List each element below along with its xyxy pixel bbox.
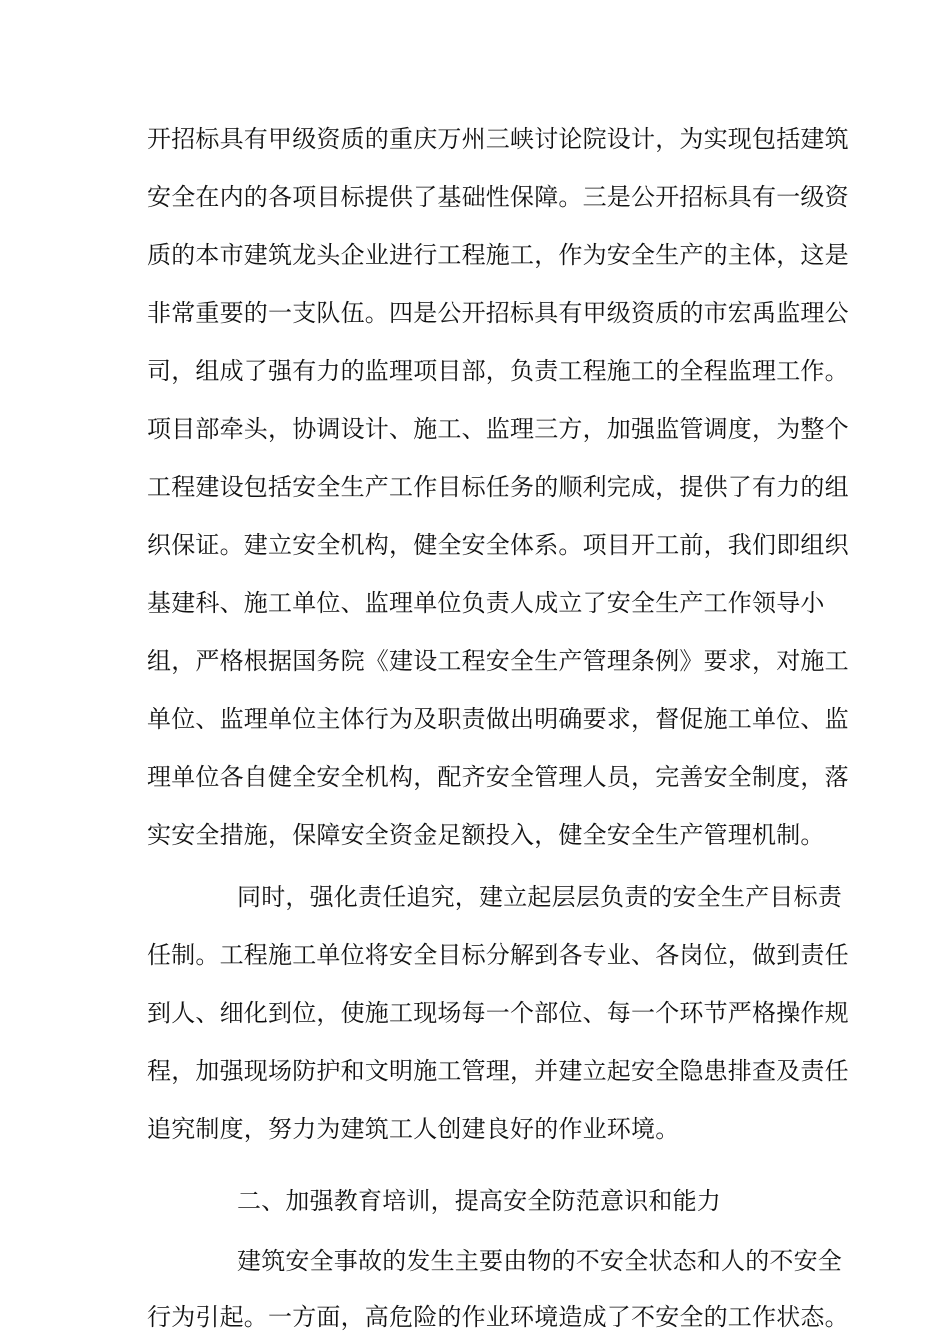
text-line: 单位、监理单位主体行为及职责做出明确要求，督促施工单位、监	[147, 705, 849, 733]
text-line: 到人、细化到位，使施工现场每一个部位、每一个环节严格操作规	[147, 999, 849, 1027]
paragraph-start-line: 建筑安全事故的发生主要由物的不安全状态和人的不安全	[237, 1247, 842, 1275]
text-line: 组，严格根据国务院《建设工程安全生产管理条例》要求，对施工	[147, 647, 849, 675]
text-line: 实安全措施，保障安全资金足额投入，健全安全生产管理机制。	[147, 821, 825, 849]
text-line: 质的本市建筑龙头企业进行工程施工，作为安全生产的主体，这是	[147, 241, 849, 269]
text-line: 开招标具有甲级资质的重庆万州三峡讨论院设计，为实现包括建筑	[147, 125, 849, 153]
paragraph-start-line: 同时，强化责任追究，建立起层层负责的安全生产目标责	[237, 883, 842, 911]
text-line: 追究制度，努力为建筑工人创建良好的作业环境。	[147, 1115, 680, 1143]
section-heading: 二、加强教育培训，提高安全防范意识和能力	[237, 1187, 721, 1215]
text-line: 理单位各自健全安全机构，配齐安全管理人员，完善安全制度，落	[147, 763, 849, 791]
text-line: 司，组成了强有力的监理项目部，负责工程施工的全程监理工作。	[147, 357, 849, 385]
text-line: 织保证。建立安全机构，健全安全体系。项目开工前，我们即组织	[147, 531, 849, 559]
text-line: 任制。工程施工单位将安全目标分解到各专业、各岗位，做到责任	[147, 941, 849, 969]
text-line: 基建科、施工单位、监理单位负责人成立了安全生产工作领导小	[147, 589, 825, 617]
text-line: 行为引起。一方面，高危险的作业环境造成了不安全的工作状态。	[147, 1303, 849, 1331]
text-line: 非常重要的一支队伍。四是公开招标具有甲级资质的市宏禹监理公	[147, 299, 849, 327]
text-line: 程，加强现场防护和文明施工管理，并建立起安全隐患排查及责任	[147, 1057, 849, 1085]
text-line: 工程建设包括安全生产工作目标任务的顺利完成，提供了有力的组	[147, 473, 849, 501]
text-line: 安全在内的各项目标提供了基础性保障。三是公开招标具有一级资	[147, 183, 849, 211]
text-line: 项目部牵头，协调设计、施工、监理三方，加强监管调度，为整个	[147, 415, 849, 443]
